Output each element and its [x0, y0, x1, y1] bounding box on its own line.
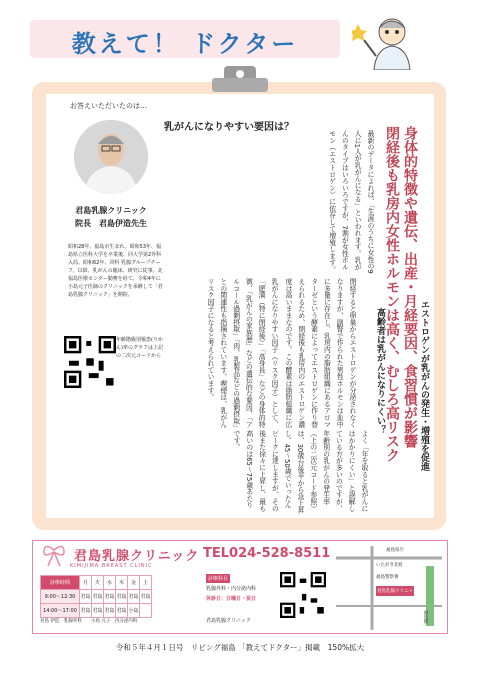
table-cell: 君島 — [80, 604, 92, 618]
map-label: いたがき北町 — [376, 563, 403, 568]
table-cell: 14:00〜17:00 — [41, 604, 80, 618]
subheading-elderly: 高齢者は乳がんになりにくい？ — [375, 308, 385, 434]
table-row — [41, 604, 152, 618]
table-cell: 君島 — [92, 590, 104, 604]
table-row — [41, 590, 152, 604]
headline-2: 閉経後も乳房内女性ホルモンは高く、むしろ高リスク — [384, 126, 400, 462]
clinic-qr-code-icon[interactable] — [280, 572, 326, 618]
table-cell: 君島 — [104, 590, 116, 604]
table-cell: 診療時間 — [41, 576, 80, 590]
hours-table — [40, 575, 152, 618]
subheading-estrogen: エストロゲンが乳がんの発生・増殖を促進 — [419, 300, 429, 471]
title-banner — [30, 20, 340, 58]
table-cell: 君島 — [140, 590, 152, 604]
hours-note: 君島 伊造 乳腺外科 小島 元子 内分泌内科 — [40, 619, 138, 624]
table-cell: 月 — [80, 576, 92, 590]
table-cell: 土 — [140, 576, 152, 590]
qr-code-icon[interactable] — [64, 336, 116, 388]
table-cell: 君島 — [128, 590, 140, 604]
answerer-label: お答えいただいたのは… — [70, 102, 147, 110]
answerer-bio: 昭和28年、福島市生まれ。昭和53年、福島県立医科大学を卒業後、同大学第2外科入局。昭和62年、同科 乳腺グループチーフ。以降、乳がんの臨床、研究に従事。北福島医療センター勤務を経て、令和4年に小島元子医師のクリニックを承継して「君島乳腺クリニック」を開院。 — [68, 244, 163, 298]
clipboard-clip-icon — [208, 66, 272, 94]
table-cell: 小島 — [128, 604, 140, 618]
table-cell: 火 — [92, 576, 104, 590]
table-cell: 君島 — [116, 604, 128, 618]
page-title: 教えて！ ドクター — [71, 30, 299, 58]
headline-1: 身体的特徴や遺伝、出産・月経要因、食習慣が影響 — [402, 126, 418, 448]
answerer-name: 院長 君島伊造先生 — [75, 219, 147, 228]
table-cell: 水 — [104, 576, 116, 590]
article-body-4: よく「年を取ると乳がんにはかかりにくい」と誤解している方が多いのですが、年齢別の乳がんの発生率（上の二次元コード参照）は、30歳台後半から急上昇し、45〜50歳でいったんピークに達しますが、その後また徐々に上昇し、最も高いのは65〜75歳あたりです。 — [232, 430, 368, 514]
answerer-clinic: 君島乳腺クリニック — [75, 206, 147, 215]
clinic-phone[interactable]: TEL024-528-8511 — [203, 546, 331, 561]
table-cell: 君島 — [116, 590, 128, 604]
ribbon-icon — [40, 544, 68, 566]
map-label: 福島駅 — [423, 610, 428, 624]
table-cell: 君島 — [80, 590, 92, 604]
departments-label: 診療科目 — [208, 576, 229, 582]
table-cell: 君島 — [92, 604, 104, 618]
table-cell: 君島 — [104, 604, 116, 618]
clinic-name: 君島乳腺クリニック — [74, 549, 200, 564]
holidays: 休診日：日曜日・祝日 — [206, 596, 257, 602]
clinic-map — [336, 546, 442, 630]
map-label: 君島乳腺クリニック — [377, 589, 418, 594]
clinic-name-small: 君島乳腺クリニック — [206, 618, 251, 624]
table-cell: 金 — [128, 576, 140, 590]
article-body-1: 最新のデータによれば、「生涯のうちに女性の9人に1人が乳がんになる」といわれます。乳がんのタイプはいろいろですが、7割が女性ホルモン（エストロゲン）に依存して増殖します。 — [327, 130, 374, 274]
table-cell: 木 — [116, 576, 128, 590]
map-label: 福島警察署 — [376, 575, 399, 580]
departments-value: 乳腺外科・内分泌内科 — [206, 586, 257, 592]
article-body-5: 閉経すると卵巣からエストロゲンが分泌されなくなりますが、副腎で作られた男性ホルモンは血中に多量に存在し、乳房内の脂肪組織にあるアロマターゼという酵素によってエストロゲンに作り替えられるため、閉経後も乳房内のエストロゲン濃度は高いままなのです。この酵素は脂肪組織に広 — [284, 278, 356, 428]
table-cell — [140, 604, 152, 618]
map-label: 福島県庁 — [386, 548, 404, 553]
table-cell: 9:00〜12:30 — [41, 590, 80, 604]
question-heading: 乳がんになりやすい要因は？ — [164, 122, 294, 133]
publication-caption: 令和５年４月１日号 リビング福島 「教えてドクター」掲載 150%拡大 — [115, 643, 365, 652]
article-body-3: 乳がんになりやすい因子（リスク因子）として、「肥満（特に閉経後）」「高身長」などの身体的特徴、「乳がんの家族歴」などの遺伝的な要因、「アルコール過剰摂取」「肉、乳製品などの過剰摂取」との関連性も指摘されています。喫煙は、乳がんリスク因子になると考えられています。 — [206, 278, 278, 428]
qr-caption: 年齢階級別罹患(りかん)率のグラフは上記の二次元コードから — [116, 337, 163, 359]
doctor-illustration-icon — [352, 10, 426, 70]
hours-header-row — [41, 576, 152, 590]
doctor-photo — [74, 120, 148, 194]
clinic-name-en: KIMIJIMA BREAST CLINIC — [70, 563, 153, 569]
